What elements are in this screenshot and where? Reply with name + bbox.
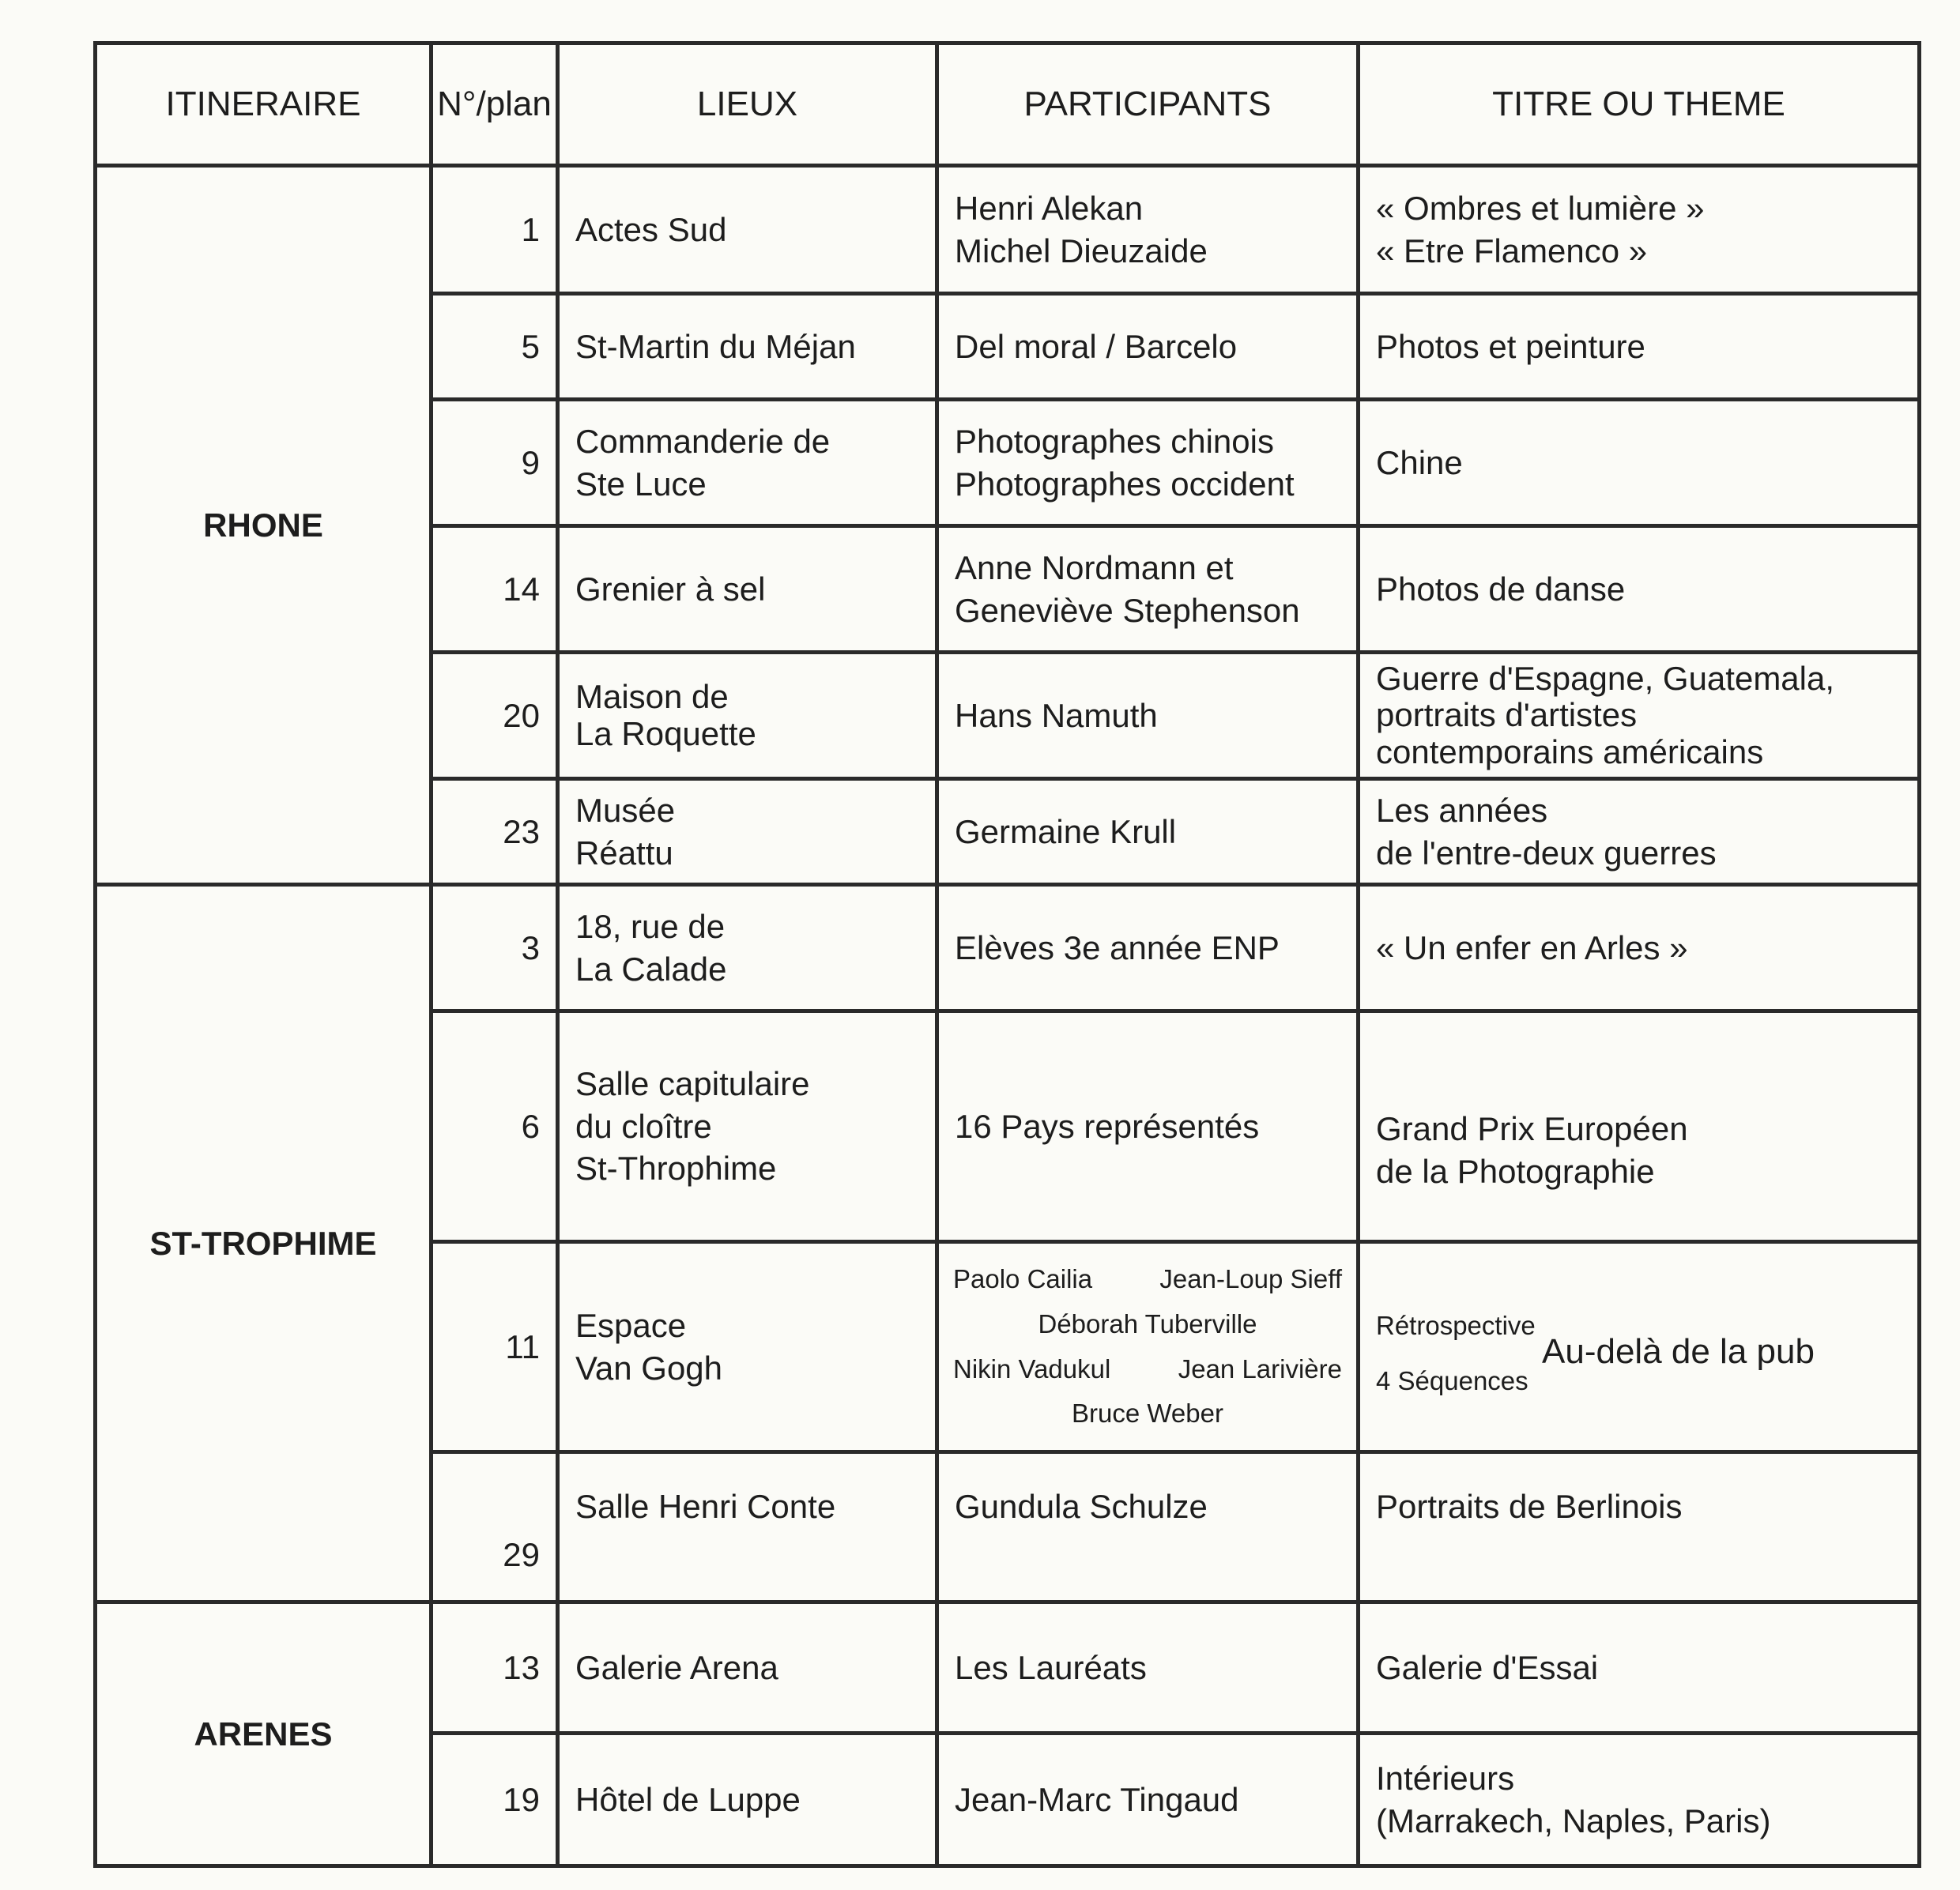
lieu-cell xyxy=(558,1734,937,1866)
plan-number: 6 xyxy=(432,1011,558,1242)
participant-line: Michel Dieuzaide xyxy=(955,232,1208,269)
participant-line: Hans Namuth xyxy=(955,696,1158,734)
lieu-line: Réattu xyxy=(575,834,673,872)
lieu-line: Actes Sud xyxy=(575,210,727,248)
plan-number: 5 xyxy=(432,294,558,400)
plan-number: 13 xyxy=(432,1602,558,1734)
theme-cell xyxy=(1359,779,1920,885)
lieu-line: La Roquette xyxy=(575,714,756,752)
lieu-line: Van Gogh xyxy=(575,1349,723,1387)
theme-line: « Un enfer en Arles » xyxy=(1376,928,1688,966)
exhibition-table xyxy=(93,41,1921,1868)
lieu-line: St-Throphime xyxy=(575,1150,777,1188)
theme-line: de la Photographie xyxy=(1376,1152,1655,1190)
participants-cell xyxy=(937,294,1359,400)
header-theme: TITRE OU THEME xyxy=(1359,43,1920,166)
theme-cell xyxy=(1359,653,1920,779)
participants-cell xyxy=(937,400,1359,526)
participant-line: Germaine Krull xyxy=(955,812,1177,850)
header-participants: PARTICIPANTS xyxy=(937,43,1359,166)
lieu-line: Grenier à sel xyxy=(575,570,766,608)
theme-line: portraits d'artistes xyxy=(1376,696,1638,734)
theme-line: Les années xyxy=(1376,791,1548,829)
table-row xyxy=(96,1602,1920,1734)
plan-number: 11 xyxy=(432,1242,558,1452)
plan-number: 9 xyxy=(432,400,558,526)
plan-number: 20 xyxy=(432,653,558,779)
itinerary-rhone: RHONE xyxy=(96,166,432,885)
participant-line: Geneviève Stephenson xyxy=(955,591,1300,629)
theme-cell xyxy=(1359,526,1920,653)
lieu-line: Galerie Arena xyxy=(575,1648,778,1686)
itinerary-st-trophime: ST-TROPHIME xyxy=(96,885,432,1602)
theme-cell xyxy=(1359,294,1920,400)
lieu-cell xyxy=(558,1452,937,1602)
participants-cell xyxy=(937,1011,1359,1242)
lieu-line: La Calade xyxy=(575,950,727,988)
participant-line: Gundula Schulze xyxy=(955,1488,1208,1525)
participant-line: Les Lauréats xyxy=(955,1648,1147,1686)
theme-sequences: 4 Séquences xyxy=(1376,1365,1528,1395)
participant-name: Nikin Vadukul xyxy=(953,1353,1111,1384)
plan-number: 29 xyxy=(432,1452,558,1602)
theme-cell xyxy=(1359,1242,1920,1452)
lieu-cell xyxy=(558,1602,937,1734)
participant-name: Bruce Weber xyxy=(1072,1399,1223,1429)
participant-line: Elèves 3e année ENP xyxy=(955,928,1280,966)
plan-number: 1 xyxy=(432,166,558,294)
participants-cell xyxy=(937,1602,1359,1734)
theme-line: contemporains américains xyxy=(1376,732,1764,770)
participant-name: Jean Larivière xyxy=(1178,1353,1342,1384)
theme-line: Grand Prix Européen xyxy=(1376,1109,1688,1147)
plan-number: 3 xyxy=(432,885,558,1011)
plan-number: 14 xyxy=(432,526,558,653)
theme-cell xyxy=(1359,1602,1920,1734)
lieu-cell xyxy=(558,526,937,653)
participants-cell xyxy=(937,1734,1359,1866)
participants-cell xyxy=(937,1452,1359,1602)
lieu-line: Salle capitulaire xyxy=(575,1064,810,1102)
participants-cell xyxy=(937,166,1359,294)
lieu-cell xyxy=(558,1242,937,1452)
header-numero: N°/plan xyxy=(432,43,558,166)
participant-line: Del moral / Barcelo xyxy=(955,327,1238,365)
theme-line: Portraits de Berlinois xyxy=(1376,1488,1683,1525)
table-row xyxy=(96,885,1920,1011)
theme-line: Guerre d'Espagne, Guatemala, xyxy=(1376,660,1835,698)
theme-retrospective: Rétrospective xyxy=(1376,1310,1536,1340)
lieu-line: du cloître xyxy=(575,1107,712,1145)
theme-line: Galerie d'Essai xyxy=(1376,1648,1599,1686)
theme-line: de l'entre-deux guerres xyxy=(1376,834,1717,872)
lieu-line: Salle Henri Conte xyxy=(575,1488,836,1525)
theme-line: « Ombres et lumière » xyxy=(1376,189,1705,227)
participant-line: Anne Nordmann et xyxy=(955,548,1234,586)
theme-main-title: Au-delà de la pub xyxy=(1542,1331,1815,1371)
lieu-line: St-Martin du Méjan xyxy=(575,327,856,365)
theme-cell xyxy=(1359,400,1920,526)
participant-name: Jean-Loup Sieff xyxy=(1159,1263,1342,1293)
itinerary-arenes: ARENES xyxy=(96,1602,432,1866)
participants-cell xyxy=(937,653,1359,779)
participants-cell xyxy=(937,885,1359,1011)
lieu-cell xyxy=(558,653,937,779)
lieu-line: Espace xyxy=(575,1306,687,1344)
participant-line: Jean-Marc Tingaud xyxy=(955,1780,1239,1818)
theme-line: Intérieurs xyxy=(1376,1759,1515,1797)
lieu-line: 18, rue de xyxy=(575,907,726,945)
lieu-line: Musée xyxy=(575,791,676,829)
participant-line: Photographes occident xyxy=(955,465,1295,503)
header-itineraire: ITINERAIRE xyxy=(96,43,432,166)
lieu-cell xyxy=(558,885,937,1011)
lieu-cell xyxy=(558,166,937,294)
participant-name: Paolo Cailia xyxy=(953,1263,1093,1293)
theme-cell xyxy=(1359,1734,1920,1866)
plan-number: 23 xyxy=(432,779,558,885)
participant-line: Photographes chinois xyxy=(955,422,1274,460)
lieu-cell xyxy=(558,1011,937,1242)
lieu-line: Ste Luce xyxy=(575,465,707,503)
participant-line: 16 Pays représentés xyxy=(955,1107,1260,1145)
participants-cell xyxy=(937,1242,1359,1452)
theme-line: Chine xyxy=(1376,443,1463,481)
theme-line: Photos et peinture xyxy=(1376,327,1645,365)
lieu-cell xyxy=(558,779,937,885)
theme-line: Photos de danse xyxy=(1376,570,1626,608)
participants-grid xyxy=(953,1259,1342,1435)
participants-cell xyxy=(937,526,1359,653)
theme-line: « Etre Flamenco » xyxy=(1376,232,1648,269)
theme-cell xyxy=(1359,1011,1920,1242)
participant-name: Déborah Tuberville xyxy=(1038,1308,1257,1338)
theme-line: (Marrakech, Naples, Paris) xyxy=(1376,1802,1771,1839)
table-row xyxy=(96,166,1920,294)
participant-line: Henri Alekan xyxy=(955,189,1144,227)
participants-cell xyxy=(937,779,1359,885)
header-lieux: LIEUX xyxy=(558,43,937,166)
lieu-line: Hôtel de Luppe xyxy=(575,1780,801,1818)
header-row xyxy=(96,43,1920,166)
lieu-cell xyxy=(558,294,937,400)
theme-cell xyxy=(1359,885,1920,1011)
plan-number: 19 xyxy=(432,1734,558,1866)
theme-composite xyxy=(1376,1292,1902,1402)
theme-cell xyxy=(1359,166,1920,294)
theme-cell xyxy=(1359,1452,1920,1602)
lieu-line: Maison de xyxy=(575,678,729,716)
lieu-line: Commanderie de xyxy=(575,422,831,460)
lieu-cell xyxy=(558,400,937,526)
